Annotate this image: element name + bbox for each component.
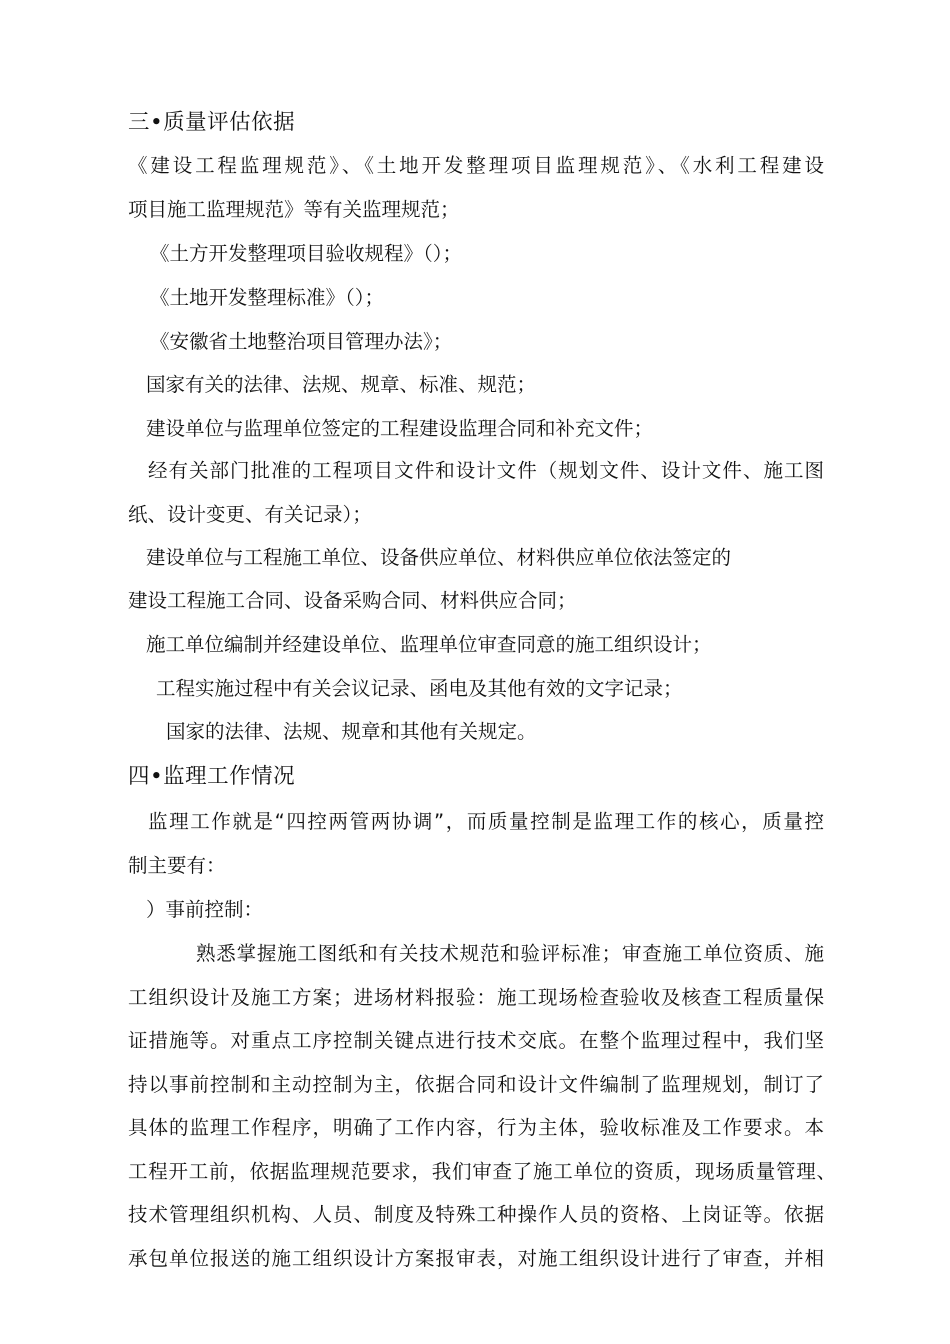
list-item: 《安徽省土地整治项目管理办法》；	[150, 330, 453, 353]
section-3-heading: 三•质量评估依据	[128, 110, 296, 135]
paragraph-line: 具体的监理工作程序，明确了工作内容，行为主体，验收标准及工作要求。本	[128, 1116, 824, 1139]
list-item: 国家有关的法律、法规、规章、标准、规范；	[146, 373, 537, 396]
list-item: 建设工程施工合同、设备采购合同、材料供应合同；	[128, 589, 577, 612]
list-item: 项目施工监理规范》等有关监理规范；	[128, 198, 460, 221]
paragraph-line: 持以事前控制和主动控制为主，依据合同和设计文件编制了监理规划，制订了	[128, 1073, 824, 1096]
list-item: 建设单位与工程施工单位、设备供应单位、材料供应单位依法签定的	[146, 546, 732, 569]
section-4-heading: 四•监理工作情况	[128, 764, 296, 789]
paragraph-line: 熟悉掌握施工图纸和有关技术规范和验评标准；审查施工单位资质、施	[196, 942, 824, 965]
subheading: ）事前控制：	[146, 898, 264, 921]
paragraph-line: 工组织设计及施工方案；进场材料报验：施工现场检查验收及核查工程质量保	[128, 986, 824, 1009]
paragraph-line: 工程开工前，依据监理规范要求，我们审查了施工单位的资质，现场质量管理、	[128, 1160, 836, 1183]
paragraph-line: 证措施等。对重点工序控制关键点进行技术交底。在整个监理过程中，我们坚	[128, 1029, 824, 1052]
list-item: 建设单位与监理单位签定的工程建设监理合同和补充文件；	[146, 417, 654, 440]
list-item: 《建设工程监理规范》、《土地开发整理项目监理规范》、《水利工程建设	[128, 154, 824, 177]
list-item: 国家的法律、法规、规章和其他有关规定。	[166, 720, 537, 743]
paragraph-line: 制主要有：	[128, 854, 226, 877]
list-item: 纸、设计变更、有关记录）；	[128, 503, 372, 526]
list-item: 《土地开发整理标准》（）；	[150, 286, 385, 309]
paragraph-line: 监理工作就是“四控两管两协调”，而质量控制是监理工作的核心，质量控	[148, 810, 824, 833]
list-item: 工程实施过程中有关会议记录、函电及其他有效的文字记录；	[156, 677, 683, 700]
list-item: 施工单位编制并经建设单位、监理单位审查同意的施工组织设计；	[146, 633, 712, 656]
paragraph-line: 承包单位报送的施工组织设计方案报审表，对施工组织设计进行了审查，并相	[128, 1247, 824, 1270]
paragraph-line: 技术管理组织机构、人员、制度及特殊工种操作人员的资格、上岗证等。依据	[128, 1203, 824, 1226]
list-item: 经有关部门批准的工程项目文件和设计文件（规划文件、设计文件、施工图	[148, 459, 824, 482]
list-item: 《土方开发整理项目验收规程》（）；	[150, 242, 463, 265]
